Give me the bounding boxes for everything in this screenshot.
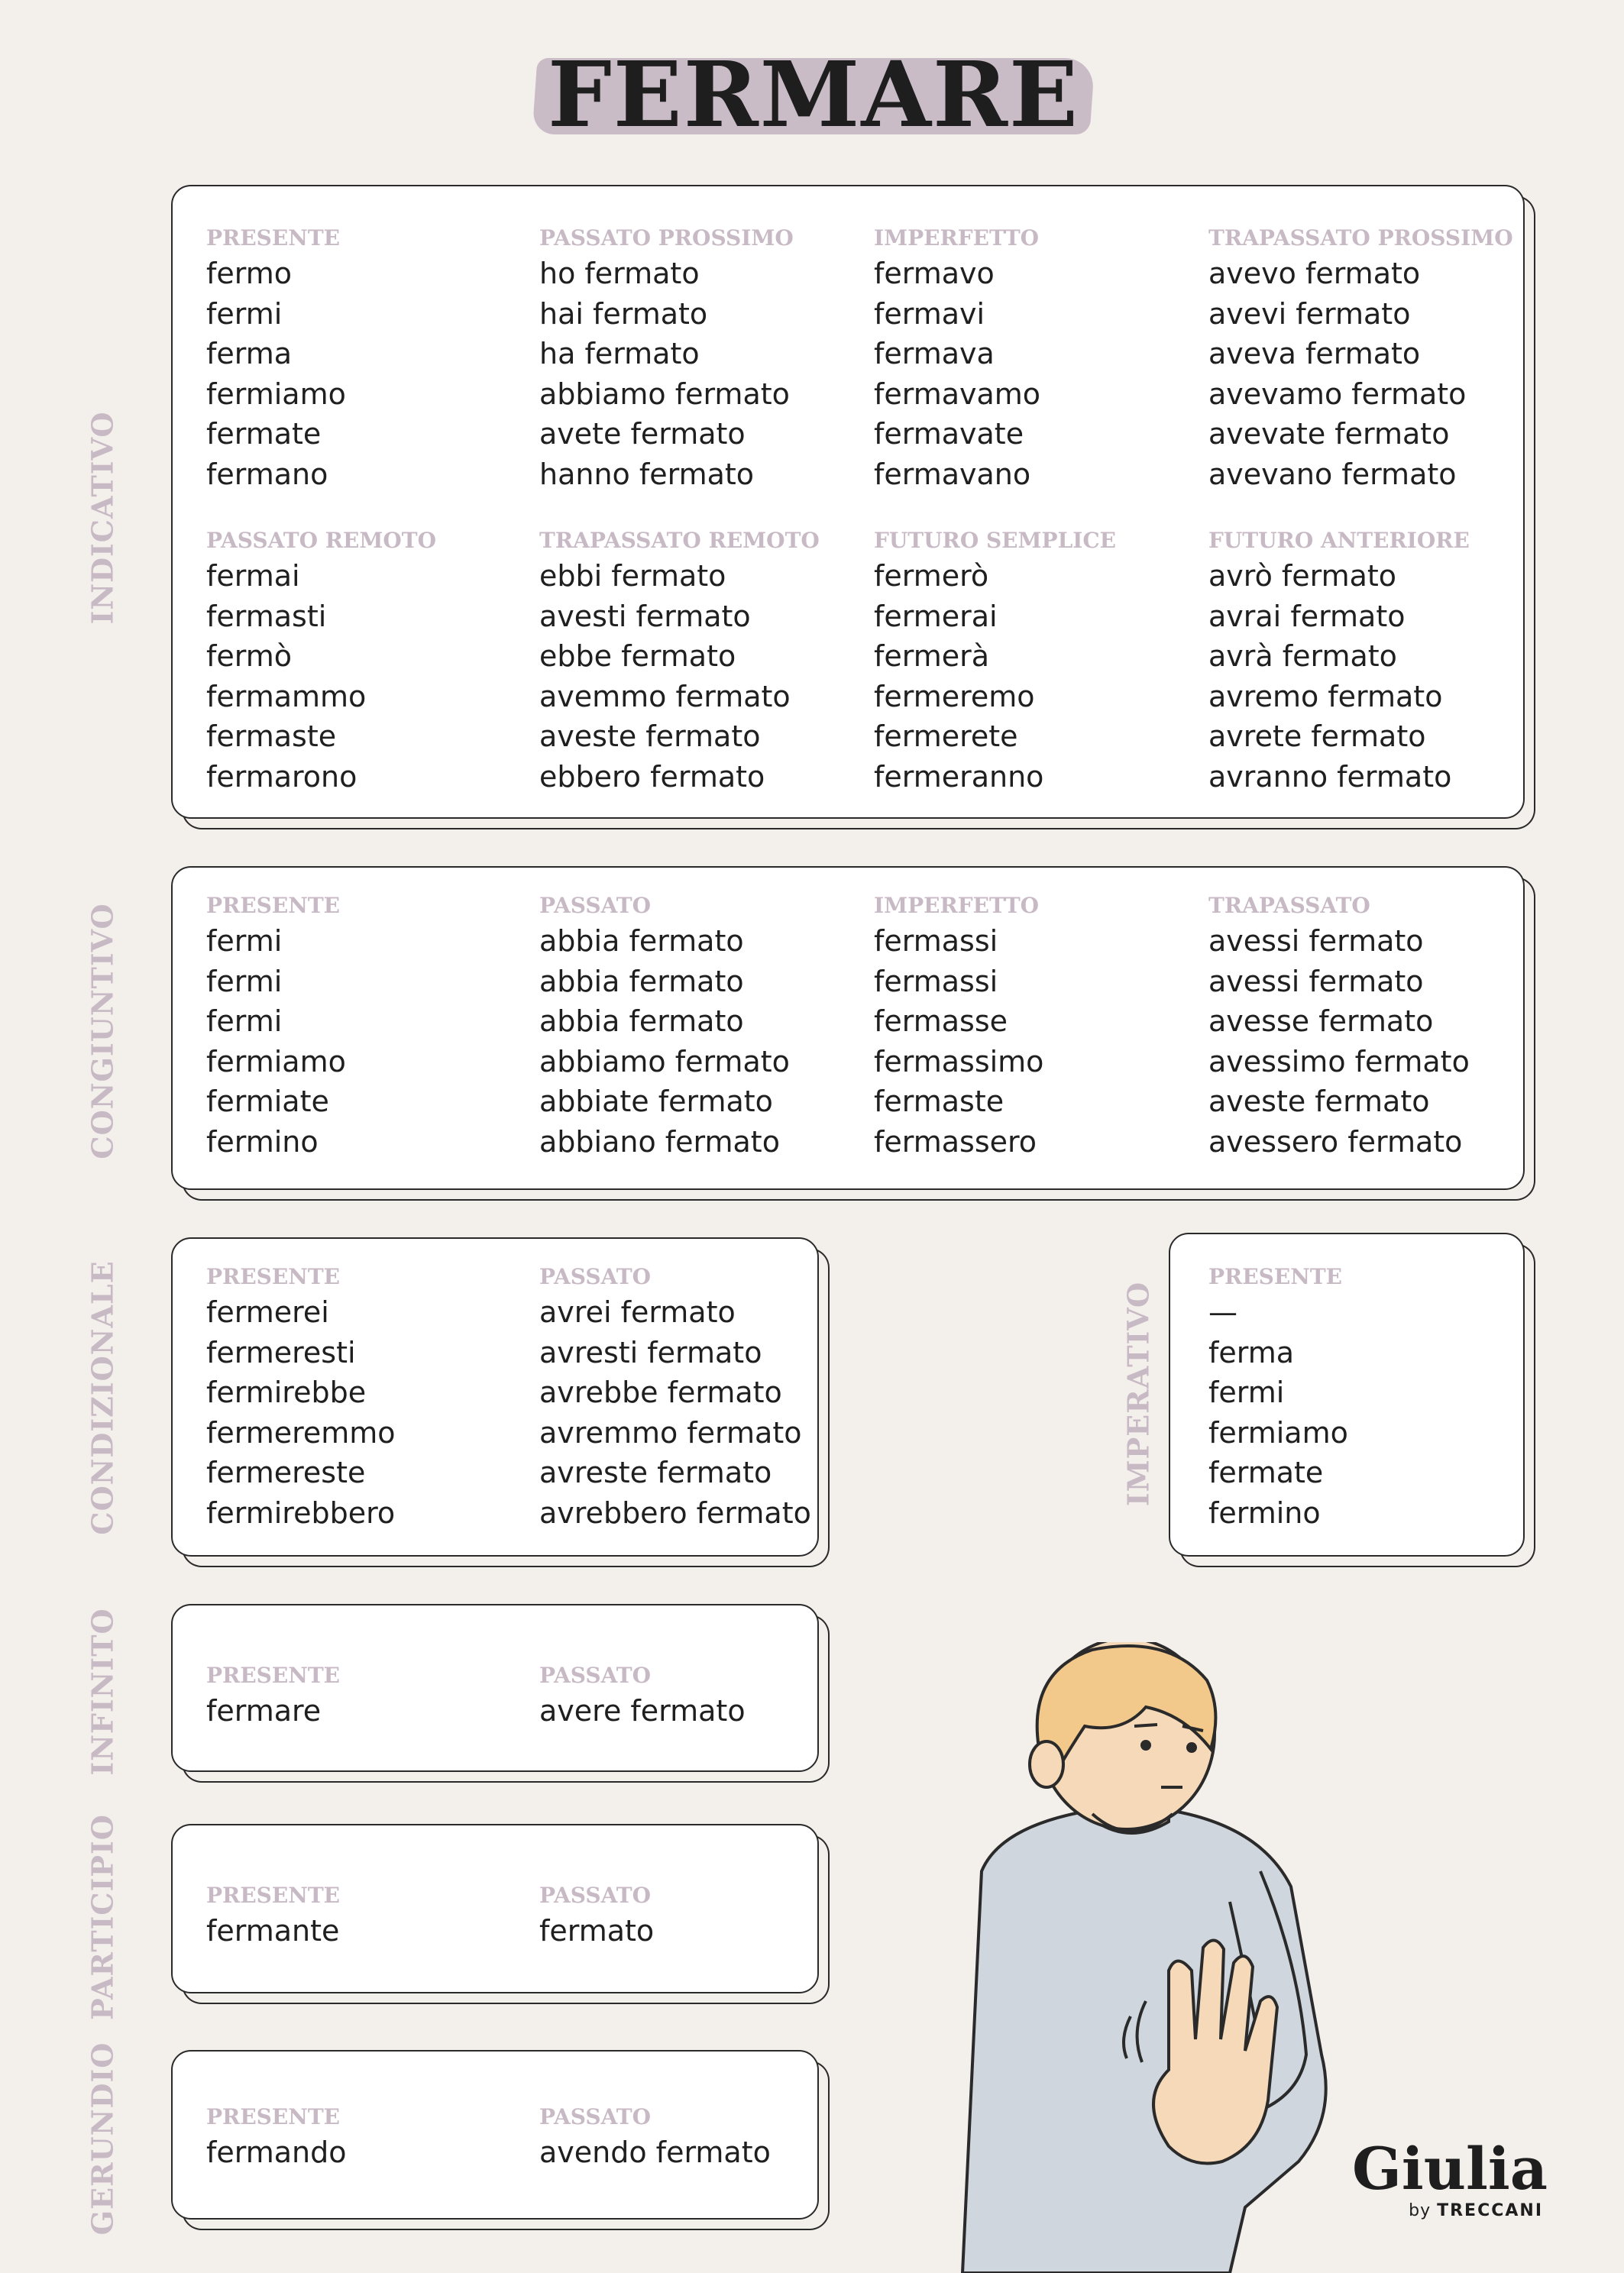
verb-form: avessero fermato xyxy=(1208,1124,1463,1159)
verb-form: ha fermato xyxy=(539,337,700,370)
logo-name: Giulia xyxy=(1352,2135,1548,2203)
tense-heading: IMPERFETTO xyxy=(874,225,1040,251)
verb-form: fermi xyxy=(1208,1376,1285,1409)
tense-trapassato-prossimo xyxy=(1208,223,1513,494)
verb-form: fermava xyxy=(874,337,995,370)
page-title: FERMARE xyxy=(548,41,1079,147)
verb-form: fermammo xyxy=(206,679,367,713)
verb-form: avrebbe fermato xyxy=(539,1376,782,1409)
verb-form: fermavo xyxy=(874,257,995,290)
eye-left xyxy=(1140,1740,1151,1751)
verb-form: fermavano xyxy=(874,457,1031,491)
verb-form: fermaste xyxy=(206,719,337,753)
tense-presente xyxy=(206,223,346,494)
verb-form: fermereste xyxy=(206,1456,366,1489)
verb-form: avresti fermato xyxy=(539,1335,762,1369)
verb-form: fermi xyxy=(206,296,283,331)
verb-form: fermino xyxy=(206,1124,319,1159)
verb-form: avrete fermato xyxy=(1208,719,1426,753)
tense-heading: FUTURO SEMPLICE xyxy=(874,528,1116,553)
tense-heading: PASSATO REMOTO xyxy=(206,528,436,553)
verb-form: aveva fermato xyxy=(1208,337,1421,370)
verb-form: fermo xyxy=(206,257,292,290)
verb-form: avesti fermato xyxy=(539,599,751,633)
tense-presente xyxy=(1208,1262,1348,1533)
logo-byline xyxy=(1352,2200,1543,2223)
tense-heading: TRAPASSATO REMOTO xyxy=(539,528,820,553)
eye-right xyxy=(1186,1742,1197,1753)
verb-form: fermerei xyxy=(206,1295,329,1329)
verb-form: fermiamo xyxy=(206,377,346,411)
verb-form: avevo fermato xyxy=(1208,257,1421,290)
verb-form: fermasti xyxy=(206,599,327,633)
verb-form: abbia fermato xyxy=(539,1004,744,1038)
card-congiuntivo xyxy=(171,866,1525,1190)
ear-shape xyxy=(1030,1741,1063,1787)
verb-form: abbiate fermato xyxy=(539,1085,773,1118)
verb-form: hai fermato xyxy=(539,296,708,331)
verb-form: avrò fermato xyxy=(1208,559,1397,593)
verb-form: avevamo fermato xyxy=(1208,377,1467,411)
tense-passato xyxy=(539,1262,811,1533)
verb-form: avranno fermato xyxy=(1208,759,1452,794)
verb-form: ho fermato xyxy=(539,257,700,290)
verb-form: fermando xyxy=(206,2136,347,2169)
tense-heading: PRESENTE xyxy=(206,2104,340,2129)
tense-presente xyxy=(206,1880,340,1951)
verb-form: avrei fermato xyxy=(539,1295,736,1329)
verb-form: fermante xyxy=(206,1914,340,1948)
verb-form: avevate fermato xyxy=(1208,417,1450,451)
tense-trapassato-remoto xyxy=(539,525,820,797)
brow-left xyxy=(1134,1725,1157,1726)
verb-form: avessi fermato xyxy=(1208,924,1424,958)
verb-form: fermeremmo xyxy=(206,1415,396,1450)
verb-form: avevi fermato xyxy=(1208,296,1411,331)
verb-form: avesse fermato xyxy=(1208,1004,1434,1038)
verb-form: fermeranno xyxy=(874,759,1044,794)
verb-form: fermarono xyxy=(206,759,357,794)
tense-passato xyxy=(539,1880,654,1951)
tense-heading: PASSATO PROSSIMO xyxy=(539,225,794,251)
verb-form: fermerà xyxy=(874,639,990,673)
verb-form: fermerai xyxy=(874,599,998,633)
title-block xyxy=(535,41,1092,147)
tense-heading: PASSATO xyxy=(539,2104,651,2129)
tense-heading: FUTURO ANTERIORE xyxy=(1208,528,1470,553)
card-infinito xyxy=(171,1604,819,1772)
verb-form: fermavi xyxy=(874,296,985,331)
verb-form: fermirebbero xyxy=(206,1495,396,1530)
verb-form: — xyxy=(1208,1295,1237,1329)
verb-form: abbiamo fermato xyxy=(539,377,790,411)
card-imperativo xyxy=(1169,1233,1525,1557)
verb-form: fermi xyxy=(206,924,283,958)
verb-form: fermavate xyxy=(874,417,1024,451)
verb-form: avemmo fermato xyxy=(539,679,791,713)
tense-trapassato xyxy=(1208,891,1470,1162)
verb-form: avessi fermato xyxy=(1208,964,1424,998)
verb-form: avete fermato xyxy=(539,417,746,451)
card-condizionale xyxy=(171,1237,819,1557)
verb-form: avrebbero fermato xyxy=(539,1495,811,1530)
logo-by: by xyxy=(1409,2201,1432,2220)
verb-form: avere fermato xyxy=(539,1694,746,1728)
tense-passato xyxy=(539,2102,771,2173)
tense-heading: PASSATO xyxy=(539,1264,651,1289)
tense-passato-prossimo xyxy=(539,223,794,494)
verb-form: fermiate xyxy=(206,1085,329,1118)
tense-presente xyxy=(206,1262,396,1533)
verb-form: hanno fermato xyxy=(539,457,755,491)
tense-presente xyxy=(206,2102,346,2173)
verb-form: fermeremo xyxy=(874,679,1035,713)
verb-form: avrai fermato xyxy=(1208,599,1406,633)
verb-form: ferma xyxy=(206,337,293,370)
verb-form: fermiamo xyxy=(206,1044,346,1078)
tense-heading: PRESENTE xyxy=(206,1663,340,1688)
verb-form: fermi xyxy=(206,964,283,998)
card-indicativo xyxy=(171,185,1525,819)
verb-form: fermassero xyxy=(874,1124,1037,1159)
verb-form: fermate xyxy=(1208,1456,1324,1489)
verb-form: fermi xyxy=(206,1004,283,1038)
verb-form: fermassi xyxy=(874,964,998,998)
verb-form: avremmo fermato xyxy=(539,1415,802,1450)
verb-form: fermai xyxy=(206,559,300,593)
card-gerundio xyxy=(171,2050,819,2220)
verb-form: abbia fermato xyxy=(539,924,744,958)
tense-passato-remoto xyxy=(206,525,436,797)
tense-presente xyxy=(206,1660,340,1731)
verb-form: fermerete xyxy=(874,719,1018,753)
verb-form: abbia fermato xyxy=(539,964,744,998)
tense-heading: PRESENTE xyxy=(206,225,340,251)
verb-form: fermò xyxy=(206,639,292,673)
verb-form: fermassi xyxy=(874,924,998,958)
verb-form: avessimo fermato xyxy=(1208,1044,1470,1078)
verb-form: avreste fermato xyxy=(539,1456,772,1489)
tense-heading: TRAPASSATO PROSSIMO xyxy=(1208,225,1513,251)
verb-form: fermasse xyxy=(874,1004,1008,1038)
tense-imperfetto xyxy=(874,891,1043,1162)
tense-passato xyxy=(539,891,790,1162)
giulia-treccani-logo xyxy=(1352,2135,1548,2223)
verb-form: ebbe fermato xyxy=(539,639,736,673)
tense-heading: PRESENTE xyxy=(206,893,340,918)
tense-heading: TRAPASSATO xyxy=(1208,893,1370,918)
tense-heading: PASSATO xyxy=(539,1663,651,1688)
verb-form: fermirebbe xyxy=(206,1376,367,1409)
tense-presente xyxy=(206,891,346,1162)
tense-heading: PRESENTE xyxy=(1208,1264,1342,1289)
tense-futuro-semplice xyxy=(874,525,1116,797)
verb-form: ebbero fermato xyxy=(539,759,765,794)
verb-form: fermino xyxy=(1208,1495,1321,1530)
verb-form: fermato xyxy=(539,1914,655,1948)
verb-form: fermate xyxy=(206,417,322,451)
tense-imperfetto xyxy=(874,223,1040,494)
verb-form: ebbi fermato xyxy=(539,559,726,593)
tense-heading: PRESENTE xyxy=(206,1883,340,1908)
verb-form: fermerò xyxy=(874,559,989,593)
verb-form: fermavamo xyxy=(874,377,1041,411)
logo-brand: TRECCANI xyxy=(1437,2201,1543,2220)
tense-passato xyxy=(539,1660,746,1731)
tense-heading: IMPERFETTO xyxy=(874,893,1040,918)
verb-form: fermano xyxy=(206,457,328,491)
verb-form: avremo fermato xyxy=(1208,679,1443,713)
tense-futuro-anteriore xyxy=(1208,525,1470,797)
verb-form: aveste fermato xyxy=(1208,1085,1430,1118)
verb-form: fermare xyxy=(206,1694,322,1728)
verb-form: fermiamo xyxy=(1208,1415,1348,1450)
tense-heading: PASSATO xyxy=(539,1883,651,1908)
tense-heading: PRESENTE xyxy=(206,1264,340,1289)
verb-form: abbiamo fermato xyxy=(539,1044,790,1078)
verb-form: fermeresti xyxy=(206,1335,356,1369)
verb-form: aveste fermato xyxy=(539,719,761,753)
person-stop-gesture-icon xyxy=(940,1642,1367,2273)
verb-form: fermassimo xyxy=(874,1044,1044,1078)
verb-form: avevano fermato xyxy=(1208,457,1457,491)
verb-form: abbiano fermato xyxy=(539,1124,780,1159)
tense-heading: PASSATO xyxy=(539,893,651,918)
verb-form: avrà fermato xyxy=(1208,639,1397,673)
verb-form: fermaste xyxy=(874,1085,1004,1118)
card-participio xyxy=(171,1824,819,1993)
verb-form: ferma xyxy=(1208,1335,1295,1369)
verb-form: avendo fermato xyxy=(539,2136,771,2169)
